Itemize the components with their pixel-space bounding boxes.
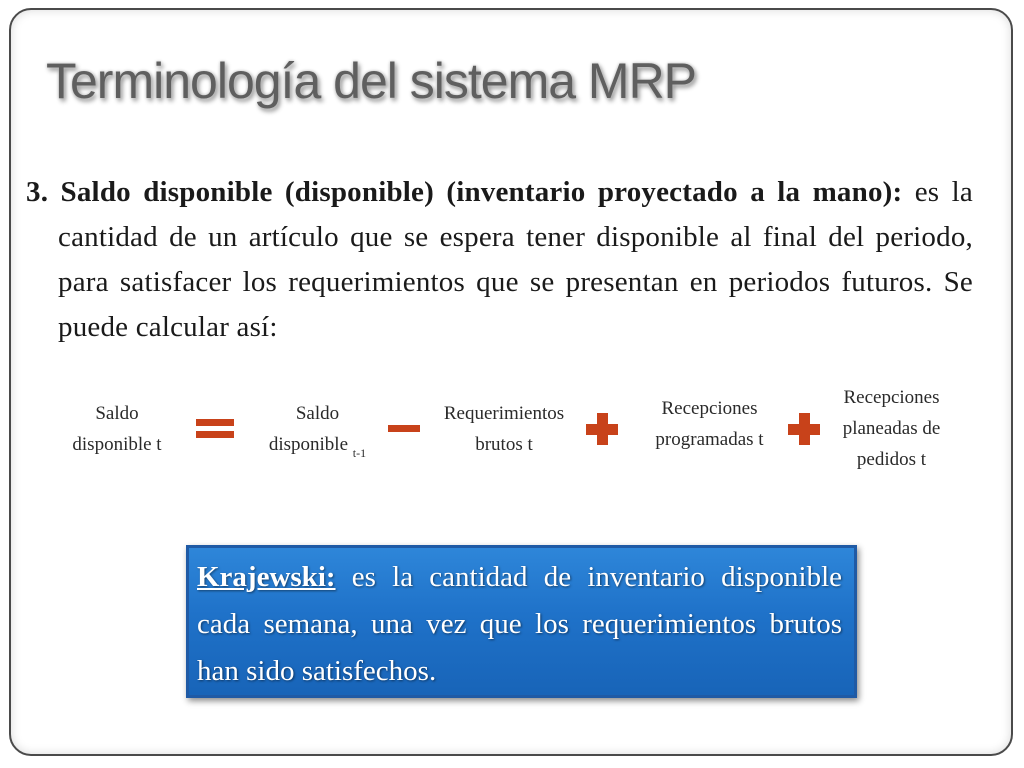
formula-term-saldo-previo: Saldo disponible $_{t-1}$	[268, 403, 367, 460]
callout-text: es la cantidad de inventario disponible cada semana, una vez que los requerimientos brutos han sido satisfechos.	[197, 561, 842, 687]
definition-number: 3.	[26, 176, 49, 208]
plus-icon	[788, 413, 822, 447]
formula-subscript: t-1	[352, 446, 367, 460]
definition-paragraph	[26, 170, 973, 350]
krajewski-callout	[186, 545, 857, 698]
minus-icon	[388, 424, 422, 434]
definition-term: Saldo disponible (disponible) (inventario proyectado a la mano):	[60, 176, 903, 208]
definition-text: es la cantidad de un artículo que se espera tener disponible al final del periodo, para satisfacer los requerimientos que se presentan en periodos futuros. Se puede calcular así:	[58, 176, 973, 343]
callout-author: Krajewski:	[197, 561, 336, 593]
slide-title: Terminología del sistema MRP	[46, 53, 697, 109]
formula-term-recepciones-planeadas: Recepciones planeadas de pedidos t	[842, 387, 941, 470]
formula-term-requerimientos: Requerimientos brutos t	[443, 403, 565, 455]
plus-icon	[586, 413, 620, 447]
equals-icon	[196, 418, 236, 440]
formula-lhs: Saldo disponible t	[72, 403, 162, 455]
formula-term-recepciones-programadas: Recepciones programadas t	[655, 398, 764, 450]
